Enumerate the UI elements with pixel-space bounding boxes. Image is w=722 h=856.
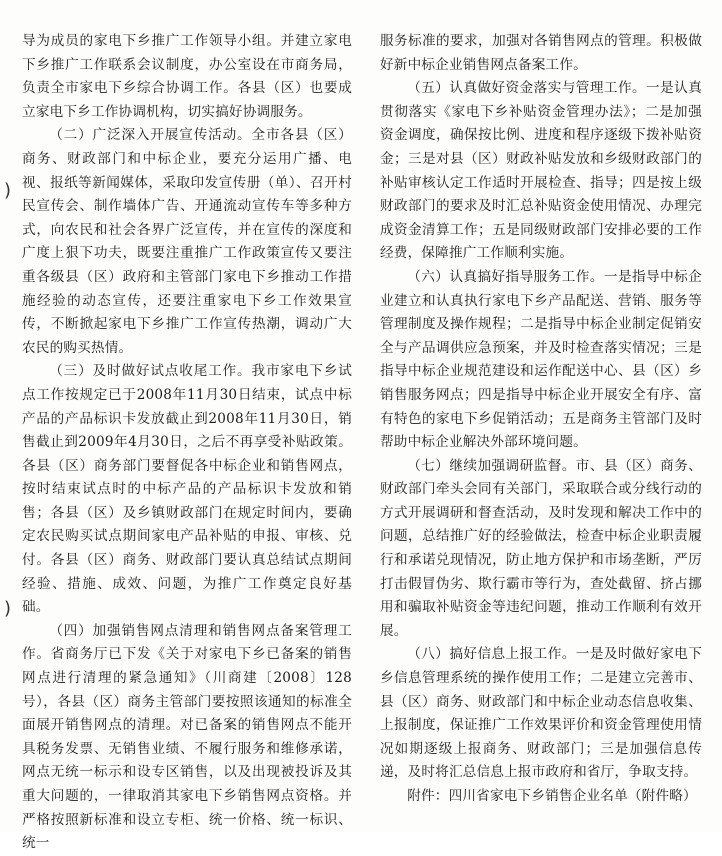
paragraph-funding-management: （五）认真做好资金落实与管理工作。一是认真贯彻落实《家电下乡补贴资金管理办法》；二是加强资金调度，确保按比例、进度和程序逐级下拨补贴资金；三是对县（区）财政补贴发放和乡级财政部门的补贴审核认定工作适时开展检查、指导；四是按上级财政部门的要求及时汇总补贴资金使用情况、办理完成资金清算工作；五是同级财政部门安排必要的工作经费，保障推广工作顺利实施。 <box>380 80 702 262</box>
paragraph-information-reporting: （八）搞好信息上报工作。一是及时做好家电下乡信息管理系统的操作使用工作；二是建立完善市、县（区）商务、财政部门和中标企业动态信息收集、上报制度，保证推广工作效果评价和资金管理使用情况如期逐级上报商务、财政部门；三是加强信息传递，及时将汇总信息上报市政府和省厅，争取支持。 <box>380 646 702 781</box>
paragraph-service-standard-continued: 服务标准的要求，加强对各销售网点的管理。积极做好新中标企业销售网点备案工作。 <box>380 33 702 73</box>
binding-hole-mark-upper: ) <box>4 180 12 201</box>
binding-hole-mark-lower: ) <box>4 598 12 619</box>
paragraph-pilot-closeout: （三）及时做好试点收尾工作。我市家电下乡试点工作按规定已于2008年11月30日结束，试点中标产品的产品标识卡发放截止到2008年11月30日，销售截止到2009年4月30日，之后不再享受补贴政策。各县（区）商务部门要督促各中标企业和销售网点，按时结束试点时的中标产品的产品标识卡发放和销售；各县（区）及乡镇财政部门在规定时间内，要确定农民购买试点期间家电产品补贴的申报、审核、兑付。各县（区）商务、财政部门要认真总结试点期间经验、措施、成效、问题，为推广工作奠定良好基础。 <box>22 363 352 616</box>
paragraph-publicity-campaign: （二）广泛深入开展宣传活动。全市各县（区）商务、财政部门和中标企业，要充分运用广播、电视、报纸等新闻媒体，采取印发宣传册（单）、召开村民宣传会、制作墙体广告、开通流动宣传车等多种方式，向农民和社会各界广泛宣传，并在宣传的深度和广度上狠下功夫，既要注重推广工作政策宣传又要注重各级县（区）政府和主管部门家电下乡推动工作措施经验的动态宣传，还要注重家电下乡工作效果宣传，不断掀起家电下乡推广工作宣传热潮，调动广大农民的购买热情。 <box>22 127 352 356</box>
right-column <box>380 30 702 809</box>
paragraph-leadership-group-continued: 导为成员的家电下乡推广工作领导小组。并建立家电下乡推广工作联系会议制度，办公室设在市商务局，负责全市家电下乡综合协调工作。各县（区）也要成立家电下乡工作协调机构，切实搞好协调服务。 <box>22 33 352 120</box>
paragraph-sales-outlet-management: （四）加强销售网点清理和销售网点备案管理工作。省商务厅已下发《关于对家电下乡已备案的销售网点进行清理的紧急通知》（川商建〔2008〕128号），各县（区）商务主管部门要按照该通知的标准全面展开销售网点的清理。对已备案的销售网点不能开具税务发票、无销售业绩、不履行服务和维修承诺，网点无统一标示和设专区销售，以及出现被投诉及其重大问题的，一律取消其家电下乡销售网点资格。并严格按照新标准和设立专柜、统一价格、统一标识、统一 <box>22 622 352 852</box>
left-column <box>22 30 352 856</box>
paragraph-attachment-note: 附件：四川省家电下乡销售企业名单（附件略） <box>407 788 697 804</box>
paragraph-research-supervision: （七）继续加强调研监督。市、县（区）商务、财政部门牵头会同有关部门，采取联合或分线行动的方式开展调研和督查活动，及时发现和解决工作中的问题，总结推广好的经验做法，检查中标企业职责履行和承诺兑现情况，防止地方保护和市场垄断，严厉打击假冒伪劣、欺行霸市等行为，查处截留、挤占挪用和骗取补贴资金等违纪问题，推动工作顺利有效开展。 <box>380 457 702 639</box>
paragraph-guidance-service: （六）认真搞好指导服务工作。一是指导中标企业建立和认真执行家电下乡产品配送、营销、服务等管理制度及操作规程；二是指导中标企业制定促销安全与产品调供应急预案，并及时检查落实情况；三是指导中标企业规范建设和运作配送中心、县（区）乡销售服务网点；四是指导中标企业开展安全有序、富有特色的家电下乡促销活动；五是商务主管部门及时帮助中标企业解决外部环境问题。 <box>380 268 702 451</box>
